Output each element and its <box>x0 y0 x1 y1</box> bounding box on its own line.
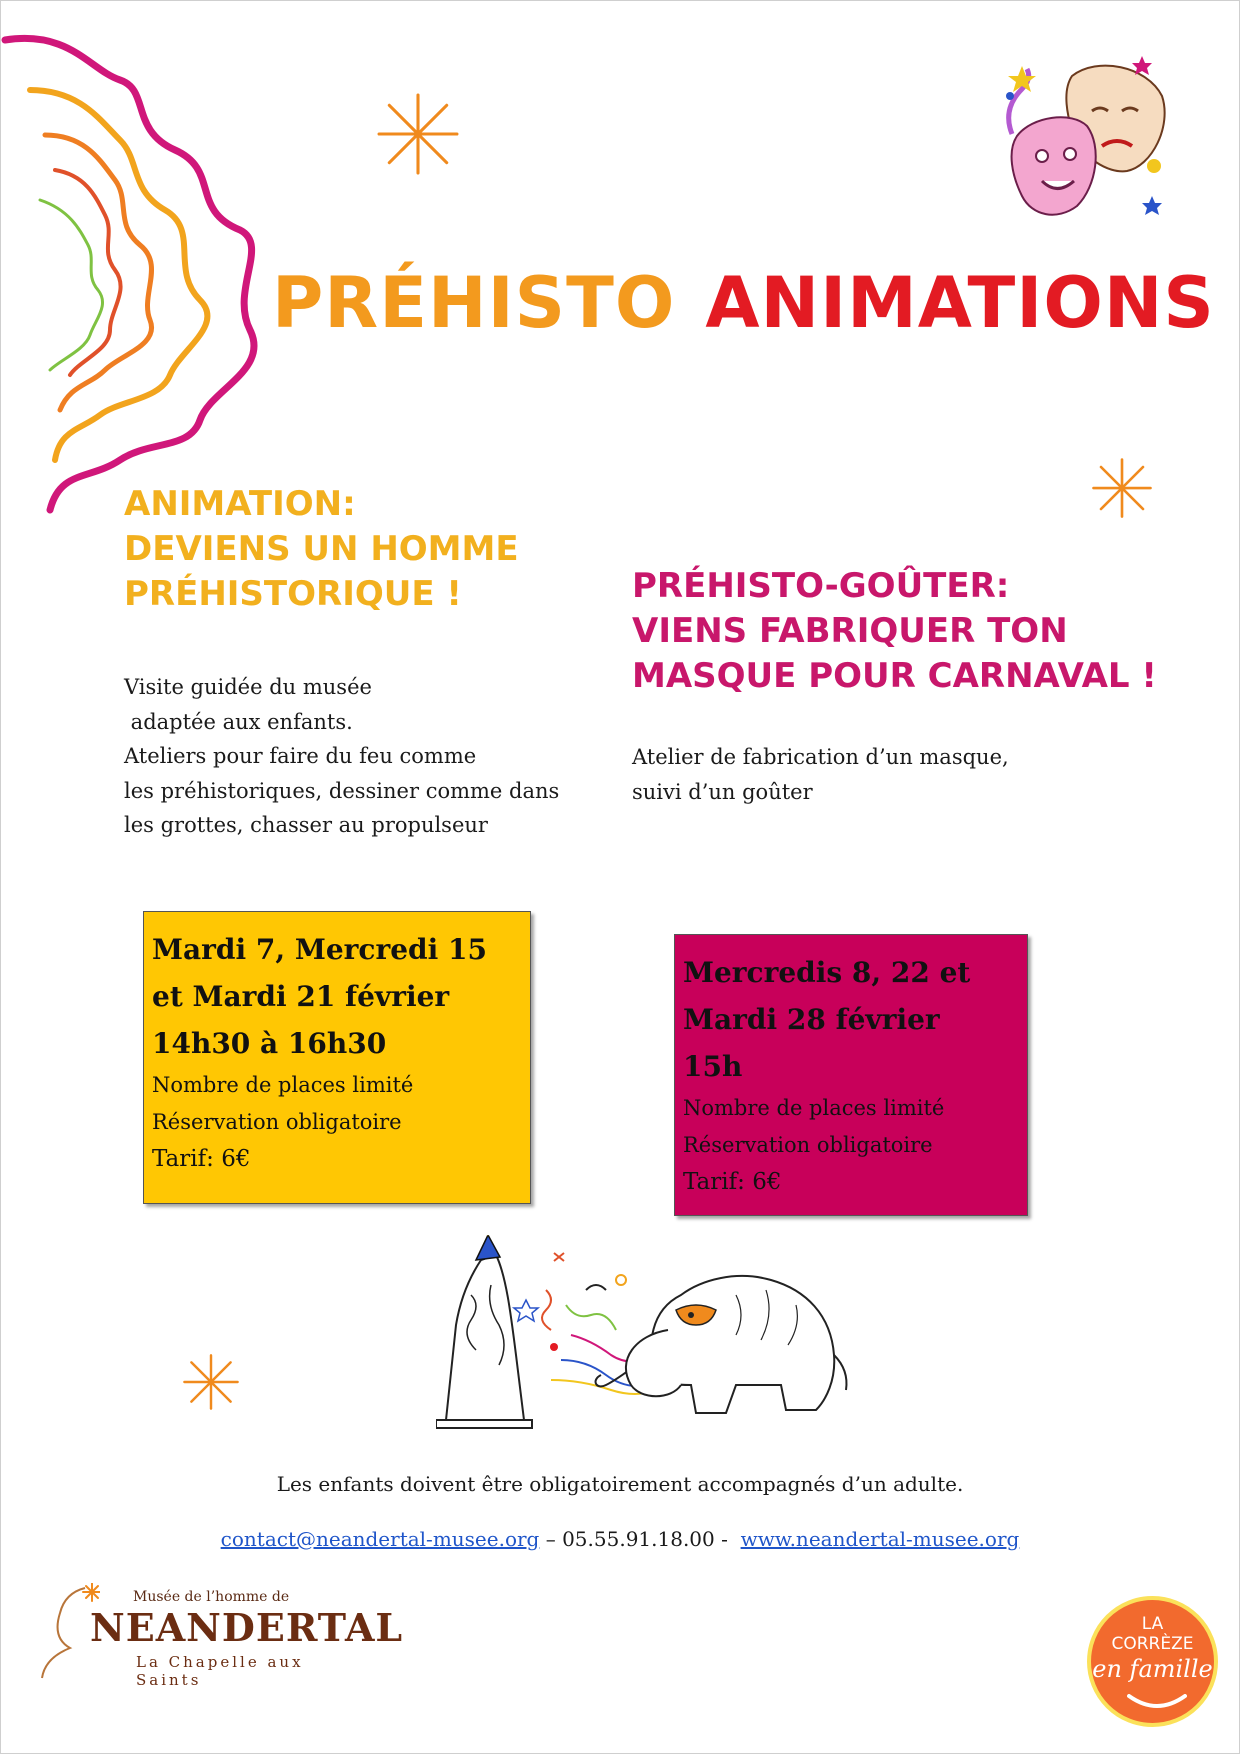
wavy-lines-icon <box>0 30 280 530</box>
heading-line: DEVIENS UN HOMME <box>124 529 519 569</box>
logo-correze: CORRÈZE <box>1111 1634 1194 1654</box>
title-part-animations: ANIMATIONS <box>705 262 1215 344</box>
box-places: Nombre de places limité <box>152 1073 414 1097</box>
logo-en-famille: en famille <box>1092 1655 1213 1683</box>
description-line: Visite guidée du musée <box>124 675 372 699</box>
description-line: suivi d’un goûter <box>632 779 813 804</box>
animation-heading <box>124 482 519 617</box>
box-reservation: Réservation obligatoire <box>152 1110 402 1134</box>
gouter-heading <box>632 564 1157 699</box>
smile-icon <box>1127 1694 1187 1710</box>
box-tarif: Tarif: 6€ <box>152 1146 251 1172</box>
footer-notice: Les enfants doivent être obligatoirement accompagnés d’un adulte. <box>276 1472 964 1496</box>
description-line: adaptée aux enfants. <box>124 709 353 734</box>
box-time-line: 14h30 à 16h30 <box>152 1027 387 1060</box>
box-date-line: et Mardi 21 février <box>152 980 450 1013</box>
logo-la: LA <box>1141 1614 1164 1634</box>
heading-line: VIENS FABRIQUER TON <box>632 611 1068 651</box>
box-time-line: 15h <box>683 1050 743 1083</box>
gouter-info-box <box>674 934 1028 1216</box>
box-places: Nombre de places limité <box>683 1096 945 1120</box>
correze-logo <box>1087 1596 1218 1727</box>
box-reservation: Réservation obligatoire <box>683 1133 933 1157</box>
description-line: Atelier de fabrication d’un masque, <box>632 745 1009 769</box>
heading-line: PRÉHISTO-GOÛTER: <box>632 566 1010 606</box>
contact-line <box>0 1527 1240 1551</box>
page-title <box>272 262 1232 352</box>
description-line: les préhistoriques, dessiner comme dans <box>124 778 560 803</box>
logo-line-2: NEANDERTAL <box>90 1605 404 1650</box>
sparkle-star-icon <box>183 1354 239 1410</box>
website-link[interactable]: www.neandertal-musee.org <box>740 1527 1020 1551</box>
phone-text: – 05.55.91.18.00 - <box>539 1527 741 1551</box>
animation-description <box>124 670 559 843</box>
gouter-description <box>632 740 1009 809</box>
box-tarif: Tarif: 6€ <box>683 1169 782 1195</box>
logo-line-3: La Chapelle aux Saints <box>136 1653 304 1689</box>
email-link[interactable]: contact@neandertal-musee.org <box>220 1527 540 1551</box>
animation-info-box <box>143 911 531 1204</box>
box-date-line: Mercredis 8, 22 et <box>683 956 971 989</box>
mammoth-party-icon <box>436 1235 876 1435</box>
carnival-masks-icon <box>1002 56 1172 226</box>
sparkle-star-icon <box>1092 458 1152 518</box>
box-date-line: Mardi 28 février <box>683 1003 940 1036</box>
logo-line-1: Musée de l’homme de <box>133 1589 290 1605</box>
heading-line: PRÉHISTORIQUE ! <box>124 574 462 614</box>
description-line: Ateliers pour faire du feu comme <box>124 744 477 768</box>
heading-line: ANIMATION: <box>124 484 356 524</box>
sparkle-star-icon <box>377 93 459 175</box>
heading-line: MASQUE POUR CARNAVAL ! <box>632 656 1157 696</box>
neandertal-logo <box>40 1583 404 1689</box>
title-part-prehisto: PRÉHISTO <box>272 262 676 344</box>
description-line: les grottes, chasser au propulseur <box>124 813 488 837</box>
box-date-line: Mardi 7, Mercredi 15 <box>152 933 487 966</box>
